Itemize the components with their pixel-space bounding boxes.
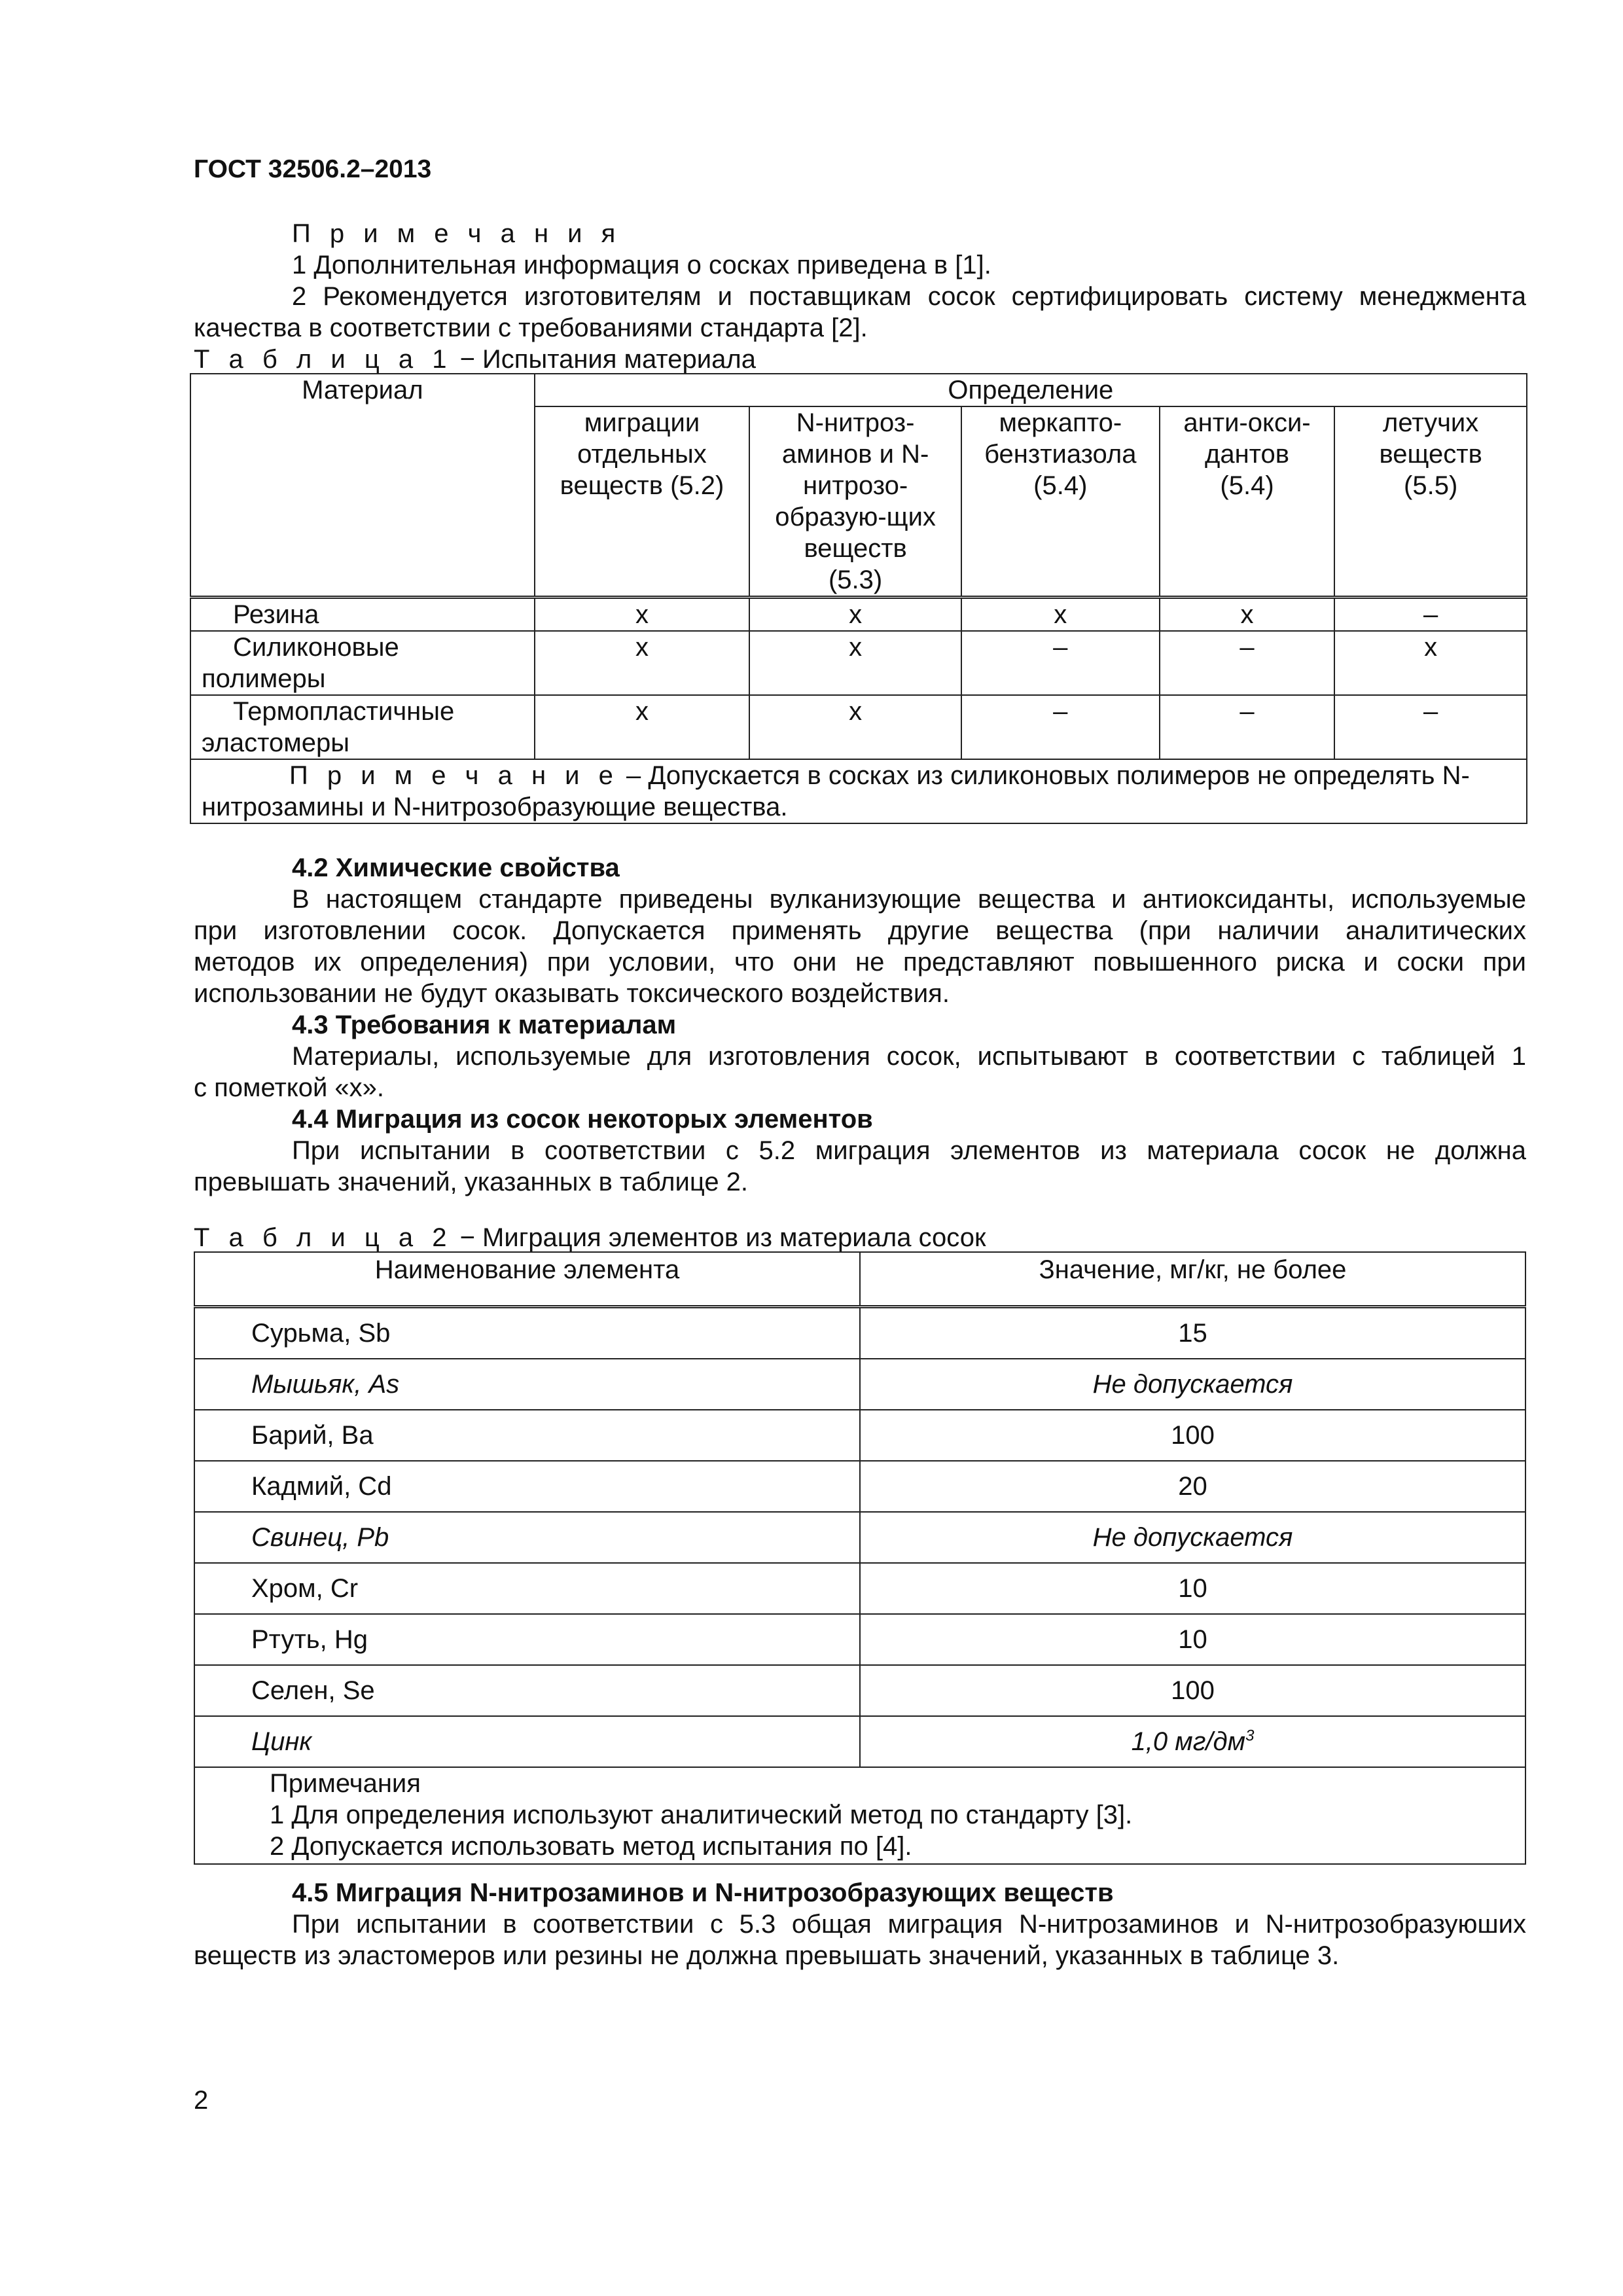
table2-caption-label: Т а б л и ц а 2 bbox=[194, 1223, 453, 1252]
value-cell: x bbox=[1334, 631, 1527, 695]
table-row bbox=[194, 1307, 1525, 1359]
col-material-header: Материал bbox=[190, 374, 535, 598]
paragraph-line: В настоящем стандарте приведены вулканизующие вещества и антиоксиданты, используемые bbox=[292, 885, 1526, 914]
element-name-cell: Ртуть, Hg bbox=[194, 1614, 860, 1665]
col-nitrosamines-header: N-нитроз- аминов и N- нитрозо- образую-щих веществ (5.3) bbox=[749, 406, 961, 598]
table-row bbox=[194, 1665, 1525, 1716]
element-name-cell: Сурьма, Sb bbox=[194, 1307, 860, 1359]
table2-caption-text: − Миграция элементов из материала сосок bbox=[452, 1223, 986, 1252]
table-row bbox=[190, 695, 1527, 759]
element-value-cell: Не допускается bbox=[860, 1359, 1525, 1410]
value-cell: x bbox=[961, 598, 1160, 632]
note-1: 1 Дополнительная информация о сосках приведена в [1]. bbox=[292, 251, 991, 279]
value-cell: x bbox=[749, 631, 961, 695]
element-value-cell: 100 bbox=[860, 1410, 1525, 1461]
element-name-cell: Кадмий, Cd bbox=[194, 1461, 860, 1512]
table-row bbox=[194, 1563, 1525, 1614]
material-cell: Силиконовые полимеры bbox=[190, 631, 535, 695]
section-4-2-heading: 4.2 Химические свойства bbox=[292, 853, 620, 882]
table-row bbox=[194, 1359, 1525, 1410]
col-value-header: Значение, мг/кг, не более bbox=[860, 1252, 1525, 1307]
notes-title: П р и м е ч а н и я bbox=[292, 219, 622, 248]
table-row bbox=[190, 631, 1527, 695]
element-name-cell: Мышьяк, As bbox=[194, 1359, 860, 1410]
value-cell: – bbox=[1334, 598, 1527, 632]
value-cell: x bbox=[749, 695, 961, 759]
col-volatiles-header: летучих веществ (5.5) bbox=[1334, 406, 1527, 598]
table-row bbox=[194, 1716, 1525, 1767]
element-value-cell: 1,0 $мг/дм^3$ bbox=[860, 1716, 1525, 1767]
section-4-3-heading: 4.3 Требования к материалам bbox=[292, 1011, 677, 1039]
page-number: 2 bbox=[194, 2086, 209, 2115]
col-element-name-header: Наименование элемента bbox=[194, 1252, 860, 1307]
element-value-cell: 20 bbox=[860, 1461, 1525, 1512]
table1-caption bbox=[194, 344, 756, 375]
material-cell: Резина bbox=[190, 598, 535, 632]
table-material-tests bbox=[190, 373, 1527, 824]
value-cell: x bbox=[749, 598, 961, 632]
element-value-cell: 100 bbox=[860, 1665, 1525, 1716]
element-value-cell: Не допускается bbox=[860, 1512, 1525, 1563]
element-name-cell: Хром, Cr bbox=[194, 1563, 860, 1614]
paragraph-line: методов их определения) при условии, что они не представляют повышенного риска и соски при bbox=[194, 948, 1526, 977]
table1-note-label: П р и м е ч а н и е bbox=[289, 761, 619, 790]
element-value-cell: 10 bbox=[860, 1563, 1525, 1614]
col-determination-header: Определение bbox=[535, 374, 1527, 406]
paragraph-line: при изготовлении сосок. Допускается применять другие вещества (при наличии аналитических bbox=[194, 916, 1526, 945]
table2-notes bbox=[194, 1767, 1525, 1864]
superscript: 3 bbox=[1245, 1727, 1255, 1745]
table-element-migration bbox=[194, 1251, 1526, 1865]
document-code: ГОСТ 32506.2–2013 bbox=[194, 155, 432, 183]
element-value-cell: 15 bbox=[860, 1307, 1525, 1359]
section-4-4-heading: 4.4 Миграция из сосок некоторых элементов bbox=[292, 1105, 873, 1134]
value-cell: x bbox=[535, 695, 750, 759]
table-row bbox=[190, 598, 1527, 632]
element-value-cell: 10 bbox=[860, 1614, 1525, 1665]
paragraph-line: При испытании в соответствии с 5.2 миграция элементов из материала сосок не должна bbox=[292, 1136, 1526, 1165]
table1-note: П р и м е ч а н и е – Допускается в сосках из силиконовых полимеров не определять N- нитрозамины и N-нитрозобразующие вещества. bbox=[190, 759, 1527, 823]
table-row bbox=[194, 1512, 1525, 1563]
paragraph-line: При испытании в соответствии с 5.3 общая миграция N-нитрозаминов и N-нитрозобразуюших bbox=[292, 1910, 1526, 1939]
paragraph-line: с пометкой «х». bbox=[194, 1073, 385, 1102]
value-cell: x bbox=[1160, 598, 1335, 632]
material-cell: Термопластичные эластомеры bbox=[190, 695, 535, 759]
note-2-line-2: качества в соответствии с требованиями стандарта [2]. bbox=[194, 314, 868, 342]
value-cell: – bbox=[1160, 695, 1335, 759]
value-cell: – bbox=[961, 631, 1160, 695]
table-row bbox=[194, 1461, 1525, 1512]
table2-notes-title: Примечания bbox=[270, 1769, 421, 1798]
value-cell: x bbox=[535, 598, 750, 632]
table2-note-2: 2 Допускается использовать метод испытания по [4]. bbox=[270, 1832, 912, 1861]
table2-caption bbox=[194, 1222, 986, 1253]
paragraph-line: использовании не будут оказывать токсического воздействия. bbox=[194, 979, 950, 1008]
value-cell: – bbox=[1334, 695, 1527, 759]
table-row bbox=[194, 1410, 1525, 1461]
element-name-cell: Селен, Se bbox=[194, 1665, 860, 1716]
paragraph-line: Материалы, используемые для изготовления сосок, испытывают в соответствии с таблицей 1 bbox=[292, 1042, 1526, 1071]
table1-caption-label: Т а б л и ц а 1 bbox=[194, 345, 453, 374]
table2-note-1: 1 Для определения используют аналитический метод по стандарту [3]. bbox=[270, 1801, 1133, 1829]
paragraph-line: превышать значений, указанных в таблице 2. bbox=[194, 1168, 749, 1196]
value-cell: x bbox=[535, 631, 750, 695]
element-name-cell: Цинк bbox=[194, 1716, 860, 1767]
value-cell: – bbox=[961, 695, 1160, 759]
value-cell: – bbox=[1160, 631, 1335, 695]
col-migration-header: миграции отдельных веществ (5.2) bbox=[535, 406, 750, 598]
table1-caption-text: − Испытания материала bbox=[452, 345, 756, 374]
col-mercaptobenzothiazole-header: меркапто- бензтиазола (5.4) bbox=[961, 406, 1160, 598]
note-2-line-1: 2 Рекомендуется изготовителям и поставщикам сосок сертифицировать систему менеджмента bbox=[292, 282, 1526, 311]
paragraph-line: веществ из эластомеров или резины не должна превышать значений, указанных в таблице 3. bbox=[194, 1941, 1340, 1970]
element-name-cell: Барий, Ba bbox=[194, 1410, 860, 1461]
table-row bbox=[194, 1614, 1525, 1665]
col-antioxidants-header: анти-окси- дантов (5.4) bbox=[1160, 406, 1335, 598]
element-name-cell: Свинец, Pb bbox=[194, 1512, 860, 1563]
section-4-5-heading: 4.5 Миграция N-нитрозаминов и N-нитрозобразующих веществ bbox=[292, 1878, 1114, 1907]
